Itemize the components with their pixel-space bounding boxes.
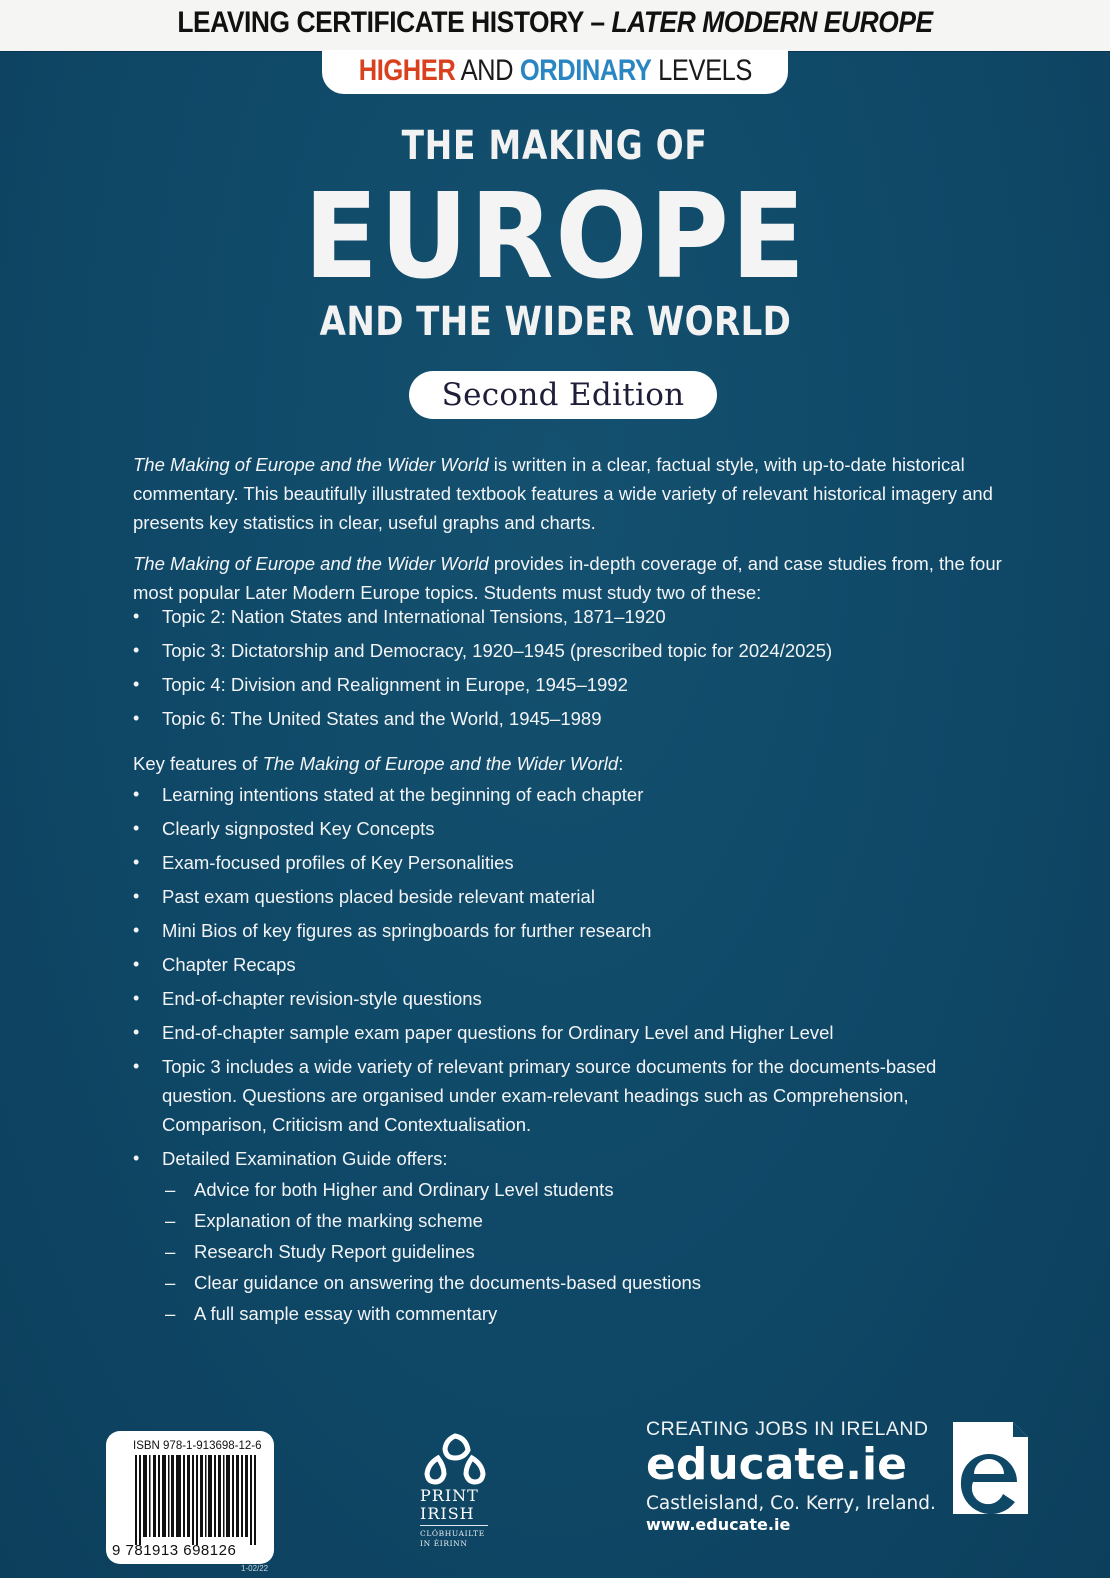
list-item: • End-of-chapter sample exam paper questions for Ordinary Level and Higher Level	[133, 1018, 1013, 1047]
list-item: – Clear guidance on answering the documents-based questions	[162, 1268, 1013, 1297]
list-item: • Chapter Recaps	[133, 950, 1013, 979]
level-higher: HIGHER	[358, 54, 455, 87]
list-item: • Learning intentions stated at the beginning of each chapter	[133, 780, 1013, 809]
list-item	[133, 1144, 1013, 1328]
publisher-brand: educate.ie	[646, 1439, 907, 1490]
print-irish-small2: IN ÉIRINN	[420, 1539, 468, 1548]
coverage-text: provides in-depth coverage of, and case studies from, the four most popular Later Modern Europe topics. Students must study two of these:	[133, 553, 1002, 603]
book-name-italic: The Making of Europe and the Wider World	[133, 553, 489, 574]
features-heading	[133, 749, 1013, 778]
barcode-icon	[131, 1455, 261, 1545]
print-irish-drops-icon	[424, 1432, 486, 1486]
features-prefix: Key features of	[133, 753, 263, 774]
title-line-3: AND THE WIDER WORLD	[319, 299, 791, 345]
list-item: • Topic 2: Nation States and International Tensions, 1871–1920	[133, 602, 1013, 631]
series-title-italic: LATER MODERN EUROPE	[611, 6, 933, 39]
title-line-1: THE MAKING OF	[401, 123, 709, 169]
list-item: • Topic 3: Dictatorship and Democracy, 1920–1945 (prescribed topic for 2024/2025)	[133, 636, 1013, 665]
book-title	[0, 120, 1110, 346]
list-item: • Clearly signposted Key Concepts	[133, 814, 1013, 843]
exam-guide-list	[162, 1175, 1013, 1328]
list-item: • Topic 3 includes a wide variety of relevant primary source documents for the documents-based question. Questions are organised under exam-relevant headings such as Comprehension, Comparison, Criticism and Contextualisation.	[133, 1052, 1013, 1139]
list-item: • End-of-chapter revision-style questions	[133, 984, 1013, 1013]
print-code: 1-02/22	[241, 1564, 269, 1573]
isbn-label: ISBN 978-1-913698-12-6	[133, 1440, 262, 1452]
list-item: – A full sample essay with commentary	[162, 1299, 1013, 1328]
feature-list	[133, 780, 1013, 1328]
list-item: • Exam-focused profiles of Key Personalities	[133, 848, 1013, 877]
list-item: • Mini Bios of key figures as springboards for further research	[133, 916, 1013, 945]
print-irish-line1: PRINT	[420, 1486, 479, 1505]
divider	[420, 1525, 488, 1526]
series-title	[67, 6, 1044, 40]
intro-text: is written in a clear, factual style, with up-to-date historical commentary. This beautifully illustrated textbook features a wide variety of relevant historical imagery and presents key statistics in clear, useful graphs and charts.	[133, 454, 993, 533]
topic-list	[133, 602, 1013, 733]
educate-logo-icon	[953, 1422, 1028, 1514]
book-name-italic: The Making of Europe and the Wider World	[262, 753, 619, 774]
features-suffix: :	[618, 753, 624, 774]
list-item: – Research Study Report guidelines	[162, 1237, 1013, 1266]
level-suffix: LEVELS	[651, 54, 752, 87]
levels-label	[358, 54, 751, 88]
level-and: AND	[454, 54, 520, 87]
list-item: – Explanation of the marking scheme	[162, 1206, 1013, 1235]
coverage-paragraph	[133, 549, 1013, 607]
list-item: • Past exam questions placed beside relevant material	[133, 882, 1013, 911]
title-line-2: EUROPE	[303, 167, 807, 305]
barcode-digits: 9 781913 698126	[112, 1542, 237, 1559]
isbn-barcode	[106, 1431, 274, 1564]
blurb	[133, 450, 1013, 1333]
edition-label: Second Edition	[441, 377, 685, 413]
intro-paragraph	[133, 450, 1013, 537]
list-item: • Topic 6: The United States and the World, 1945–1989	[133, 704, 1013, 733]
levels-tab	[322, 50, 788, 94]
exam-guide-label: Detailed Examination Guide offers:	[162, 1148, 448, 1169]
print-irish-line2: IRISH	[420, 1504, 475, 1523]
publisher-address: Castleisland, Co. Kerry, Ireland.	[646, 1493, 936, 1514]
print-irish-logo	[420, 1432, 500, 1549]
book-name-italic: The Making of Europe and the Wider World	[133, 454, 489, 475]
print-irish-small1: CLÓBHUAILTE	[420, 1529, 485, 1538]
publisher-tagline: CREATING JOBS IN IRELAND	[646, 1418, 929, 1440]
edition-badge	[409, 371, 717, 419]
publisher-website: www.educate.ie	[646, 1515, 791, 1534]
series-title-main: LEAVING CERTIFICATE HISTORY –	[177, 6, 612, 39]
list-item: • Topic 4: Division and Realignment in Europe, 1945–1992	[133, 670, 1013, 699]
list-item: – Advice for both Higher and Ordinary Level students	[162, 1175, 1013, 1204]
level-ordinary: ORDINARY	[519, 54, 652, 87]
